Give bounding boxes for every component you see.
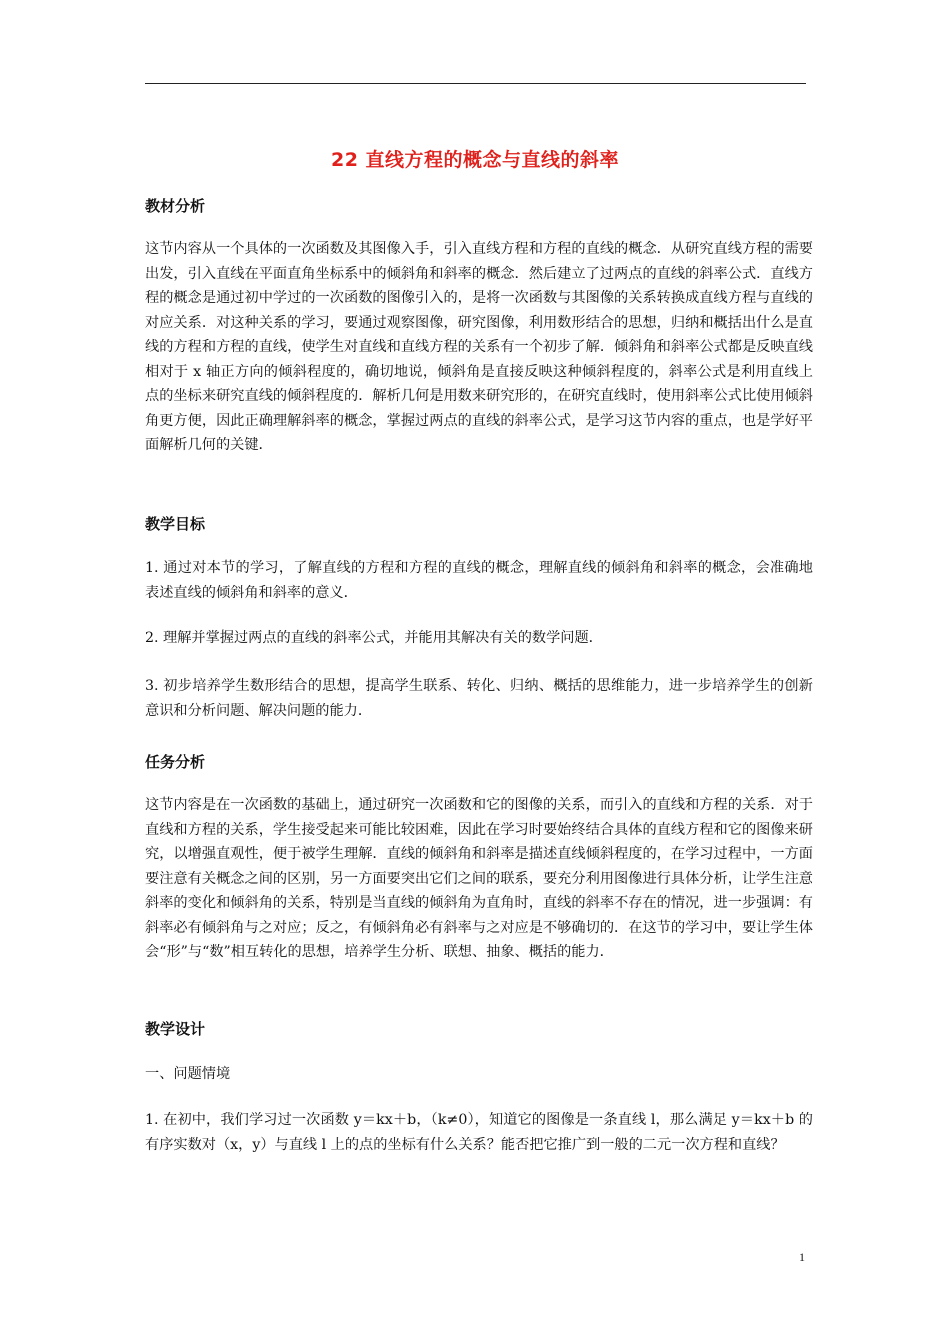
goal-item-3: 3. 初步培养学生数形结合的思想，提高学生联系、转化、归纳、概括的思维能力，进一步培养学生的创新意识和分析问题、解决问题的能力． — [145, 678, 813, 719]
goal-item-1: 1. 通过对本节的学习，了解直线的方程和方程的直线的概念，理解直线的倾斜角和斜率的概念，会准确地表述直线的倾斜角和斜率的意义． — [145, 560, 813, 601]
heading-teaching-goals: 教学目标 — [145, 515, 206, 533]
page-title: 22 直线方程的概念与直线的斜率 — [330, 149, 620, 171]
question-item-1: 1. 在初中，我们学习过一次函数 y＝kx＋b，（k≠0），知道它的图像是一条直线 l，那么满足 y＝kx＋b 的有序实数对（x，y）与直线 l 上的点的坐标有什么关系？能否把它推广到一般的二元一次方程和直线？ — [145, 1112, 813, 1153]
paragraph-textbook-analysis: 这节内容从一个具体的一次函数及其图像入手，引入直线方程和方程的直线的概念．从研究直线方程的需要出发，引入直线在平面直角坐标系中的倾斜角和斜率的概念．然后建立了过两点的直线的斜率公式．直线方程的概念是通过初中学过的一次函数的图像引入的，是将一次函数与其图像的关系转换成直线方程与直线的对应关系．对这种关系的学习，要通过观察图像，研究图像，利用数形结合的思想，归纳和概括出什么是直线的方程和方程的直线，使学生对直线和直线方程的关系有一个初步了解．倾斜角和斜率公式都是反映直线相对于 x 轴正方向的倾斜程度的，确切地说，倾斜角是直接反映这种倾斜程度的，斜率公式是利用直线上点的坐标来研究直线的倾斜程度的．解析几何是用数来研究形的，在研究直线时，使用斜率公式比使用倾斜角更方便，因此正确理解斜率的概念，掌握过两点的直线的斜率公式，是学习这节内容的重点，也是学好平面解析几何的关键． — [145, 241, 813, 453]
goal-item-2: 2. 理解并掌握过两点的直线的斜率公式，并能用其解决有关的数学问题． — [145, 630, 603, 646]
header-rule — [145, 83, 806, 84]
heading-textbook-analysis: 教材分析 — [145, 197, 206, 215]
subheading-problem-situation: 一、问题情境 — [145, 1066, 231, 1082]
heading-teaching-design: 教学设计 — [145, 1020, 206, 1038]
heading-task-analysis: 任务分析 — [145, 753, 206, 771]
page-number: 1 — [799, 1250, 805, 1264]
paragraph-task-analysis: 这节内容是在一次函数的基础上，通过研究一次函数和它的图像的关系，而引入的直线和方程的关系．对于直线和方程的关系，学生接受起来可能比较困难，因此在学习时要始终结合具体的直线方程和它的图像来研究，以增强直观性，便于被学生理解．直线的倾斜角和斜率是描述直线倾斜程度的，在学习过程中，一方面要注意有关概念之间的区别，另一方面要突出它们之间的联系，要充分利用图像进行具体分析，让学生注意斜率的变化和倾斜角的关系，特别是当直线的倾斜角为直角时，直线的斜率不存在的情况，进一步强调：有斜率必有倾斜角与之对应；反之，有倾斜角必有斜率与之对应是不够确切的．在这节的学习中，要让学生体会“形”与“数”相互转化的思想，培养学生分析、联想、抽象、概括的能力． — [145, 797, 813, 960]
